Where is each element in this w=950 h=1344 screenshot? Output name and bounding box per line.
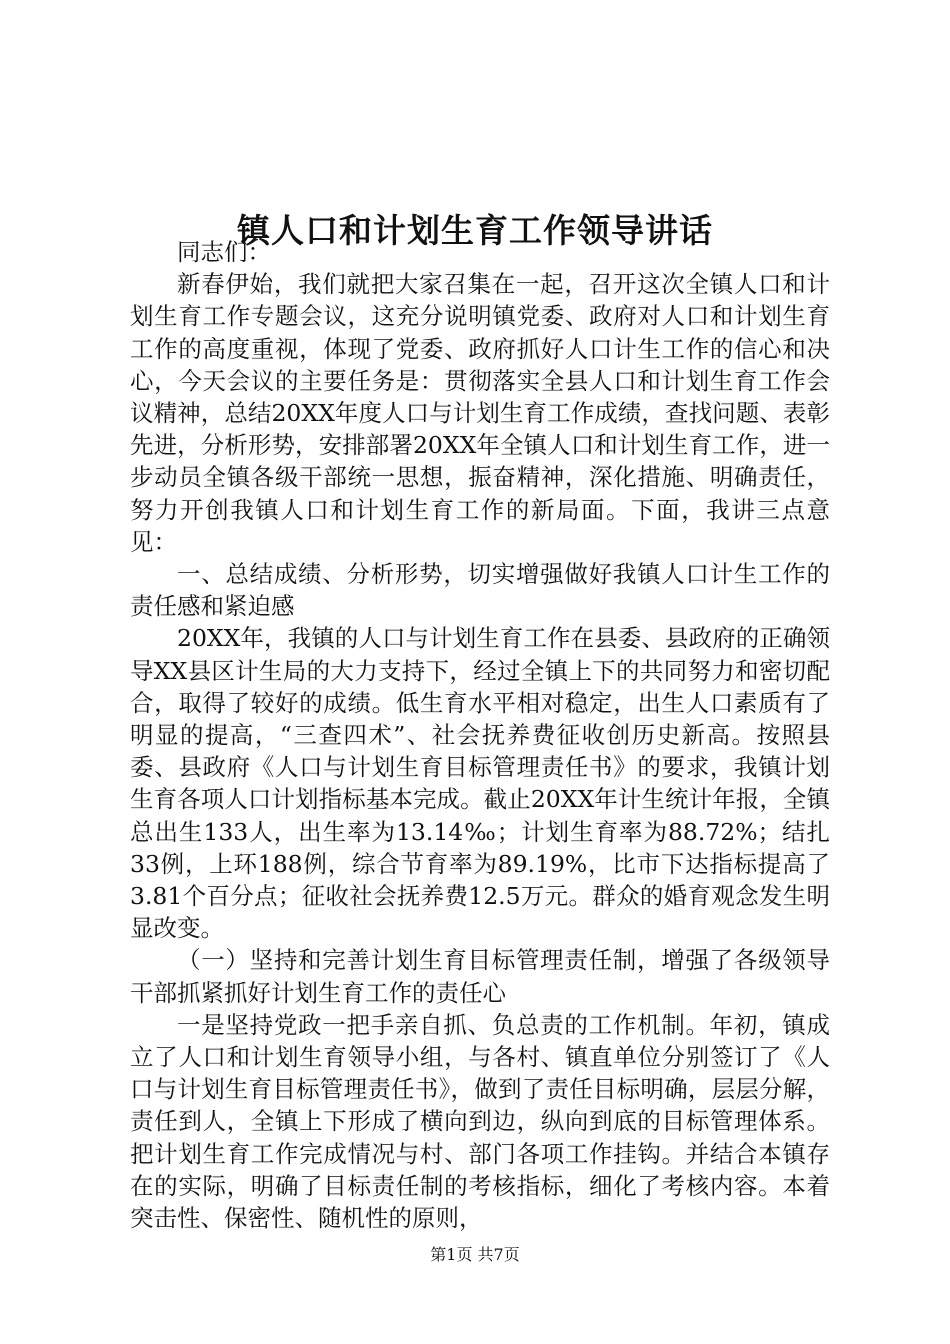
- intro-paragraph: 新春伊始，我们就把大家召集在一起，召开这次全镇人口和计划生育工作专题会议，这充分说明镇党委、政府对人口和计划生育工作的高度重视，体现了党委、政府抓好人口计生工作的信心和决心，今天会议的主要任务是：贯彻落实全县人口和计划生育工作会议精神，总结20XX年度人口与计划生育工作成绩，查找问题、表彰先进，分析形势，安排部署20XX年全镇人口和计划生育工作，进一步动员全镇各级干部统一思想，振奋精神，深化措施、明确责任，努力开创我镇人口和计划生育工作的新局面。下面，我讲三点意见：: [130, 270, 830, 556]
- body-paragraph: 一是坚持党政一把手亲自抓、负总责的工作机制。年初，镇成立了人口和计划生育领导小组，与各村、镇直单位分别签订了《人口与计划生育目标管理责任书》，做到了责任目标明确，层层分解，责任到人，全镇上下形成了横向到边，纵向到底的目标管理体系。把计划生育工作完成情况与村、部门各项工作挂钩。并结合本镇存在的实际，明确了目标责任制的考核指标，细化了考核内容。本着突击性、保密性、随机性的原则，: [130, 1010, 830, 1233]
- document-title: 镇人口和计划生育工作领导讲话: [237, 211, 713, 251]
- subsection-heading-1: （一）坚持和完善计划生育目标管理责任制，增强了各级领导干部抓紧抓好计划生育工作的责任心: [130, 946, 830, 1007]
- achievements-paragraph: 20XX年，我镇的人口与计划生育工作在县委、县政府的正确领导XX县区计生局的大力支持下，经过全镇上下的共同努力和密切配合，取得了较好的成绩。低生育水平相对稳定，出生人口素质有了明显的提高，“三查四术”、社会抚养费征收创历史新高。按照县委、县政府《人口与计划生育目标管理责任书》的要求，我镇计划生育各项人口计划指标基本完成。截止20XX年计生统计年报，全镇总出生133人，出生率为13.14‰；计划生育率为88.72%；结扎33例，上环188例，综合节育率为89.19%，比市下达指标提高了3.81个百分点；征收社会抚养费12.5万元。群众的婚育观念发生明显改变。: [130, 624, 830, 943]
- section-heading-1: 一、总结成绩、分析形势，切实增强做好我镇人口计生工作的责任感和紧迫感: [130, 560, 830, 621]
- salutation-paragraph: 同志们：: [177, 238, 271, 266]
- document-body: [130, 236, 830, 1234]
- page-footer: 第1页 共7页: [430, 1245, 520, 1264]
